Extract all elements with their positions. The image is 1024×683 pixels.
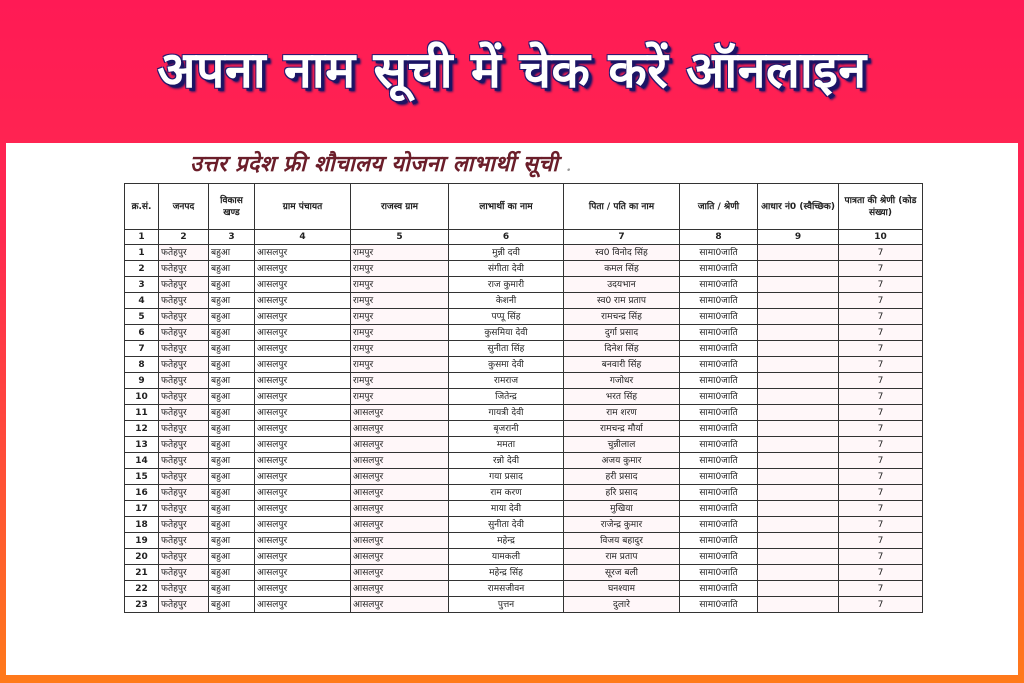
- document-title-suffix: .: [566, 159, 572, 175]
- table-cell: रामचन्द्र मौर्या: [564, 421, 680, 437]
- table-cell: 21: [125, 565, 159, 581]
- table-cell: 2: [125, 261, 159, 277]
- table-cell: बहुआ: [209, 517, 255, 533]
- table-cell: बहुआ: [209, 405, 255, 421]
- column-header: जनपद: [159, 184, 209, 230]
- table-cell: सामा0जाति: [680, 389, 758, 405]
- table-cell: फतेहपुर: [159, 549, 209, 565]
- table-cell: ममता: [449, 437, 564, 453]
- table-cell: फतेहपुर: [159, 341, 209, 357]
- table-cell: आसलपुर: [255, 533, 351, 549]
- table-row: [125, 277, 923, 293]
- table-cell: सूरज बली: [564, 565, 680, 581]
- table-cell: फतेहपुर: [159, 373, 209, 389]
- table-cell: दिनेश सिंह: [564, 341, 680, 357]
- table-cell: बहुआ: [209, 469, 255, 485]
- table-cell: आसलपुर: [255, 245, 351, 261]
- table-cell: [758, 373, 839, 389]
- table-cell: सामा0जाति: [680, 421, 758, 437]
- table-cell: बहुआ: [209, 325, 255, 341]
- table-cell: 13: [125, 437, 159, 453]
- table-cell: आसलपुर: [255, 277, 351, 293]
- table-cell: सामा0जाति: [680, 309, 758, 325]
- table-cell: विजय बहादुर: [564, 533, 680, 549]
- table-cell: सामा0जाति: [680, 581, 758, 597]
- banner: [0, 0, 1024, 142]
- table-row: [125, 469, 923, 485]
- table-cell: फतेहपुर: [159, 309, 209, 325]
- table-row: [125, 597, 923, 613]
- table-cell: अजय कुमार: [564, 453, 680, 469]
- table-cell: फतेहपुर: [159, 293, 209, 309]
- table-cell: [758, 469, 839, 485]
- table-row: [125, 485, 923, 501]
- table-row: [125, 437, 923, 453]
- table-cell: 4: [125, 293, 159, 309]
- table-cell: बहुआ: [209, 421, 255, 437]
- table-cell: फतेहपुर: [159, 517, 209, 533]
- table-cell: रामपुर: [351, 389, 449, 405]
- table-cell: आसलपुर: [255, 325, 351, 341]
- table-cell: 6: [125, 325, 159, 341]
- table-cell: आसलपुर: [351, 597, 449, 613]
- table-cell: आसलपुर: [255, 373, 351, 389]
- table-cell: [758, 261, 839, 277]
- column-header: आधार नं0 (स्वैच्छिक): [758, 184, 839, 230]
- table-cell: गायत्री देवी: [449, 405, 564, 421]
- table-cell: 7: [839, 485, 923, 501]
- table-cell: बहुआ: [209, 357, 255, 373]
- table-cell: आसलपुर: [255, 469, 351, 485]
- table-cell: सुनीता सिंह: [449, 341, 564, 357]
- table-cell: केशनी: [449, 293, 564, 309]
- table-cell: बहुआ: [209, 501, 255, 517]
- table-cell: रामपुर: [351, 357, 449, 373]
- table-cell: 20: [125, 549, 159, 565]
- table-cell: गजोधर: [564, 373, 680, 389]
- table-cell: सामा0जाति: [680, 469, 758, 485]
- table-cell: आसलपुर: [351, 565, 449, 581]
- table-cell: बहुआ: [209, 485, 255, 501]
- table-cell: आसलपुर: [351, 485, 449, 501]
- document-title: [190, 148, 571, 178]
- table-cell: बहुआ: [209, 565, 255, 581]
- table-cell: रामपुर: [351, 373, 449, 389]
- table-cell: बृजरानी: [449, 421, 564, 437]
- table-cell: घनश्याम: [564, 581, 680, 597]
- table-cell: सामा0जाति: [680, 373, 758, 389]
- table-cell: सुनीता देवी: [449, 517, 564, 533]
- table-cell: बहुआ: [209, 341, 255, 357]
- table-cell: 15: [125, 469, 159, 485]
- table-row: [125, 549, 923, 565]
- table-cell: महेन्द्र: [449, 533, 564, 549]
- table-body: [125, 245, 923, 613]
- table-cell: सामा0जाति: [680, 533, 758, 549]
- table-cell: 7: [839, 581, 923, 597]
- table-cell: रन्नो देवी: [449, 453, 564, 469]
- table-cell: मुखिया: [564, 501, 680, 517]
- table-cell: आसलपुर: [255, 405, 351, 421]
- table-cell: रामपुर: [351, 341, 449, 357]
- table-cell: फतेहपुर: [159, 581, 209, 597]
- table-cell: गया प्रसाद: [449, 469, 564, 485]
- column-header: जाति / श्रेणी: [680, 184, 758, 230]
- table-cell: 7: [839, 373, 923, 389]
- table-cell: 17: [125, 501, 159, 517]
- table-cell: आसलपुर: [255, 501, 351, 517]
- column-number: 3: [209, 230, 255, 245]
- table-cell: कमल सिंह: [564, 261, 680, 277]
- table-cell: राम प्रताप: [564, 549, 680, 565]
- table-cell: आसलपुर: [255, 341, 351, 357]
- table-cell: सामा0जाति: [680, 517, 758, 533]
- column-number: 6: [449, 230, 564, 245]
- table-cell: आसलपुर: [351, 517, 449, 533]
- table-cell: 12: [125, 421, 159, 437]
- table-cell: [758, 405, 839, 421]
- table-cell: भरत सिंह: [564, 389, 680, 405]
- table-cell: माया देवी: [449, 501, 564, 517]
- table-cell: आसलपुर: [255, 437, 351, 453]
- table-cell: [758, 325, 839, 341]
- table-cell: 7: [839, 261, 923, 277]
- table-cell: 7: [839, 453, 923, 469]
- table-cell: 7: [839, 533, 923, 549]
- table-row: [125, 293, 923, 309]
- table-cell: सामा0जाति: [680, 437, 758, 453]
- table-cell: स्व0 राम प्रताप: [564, 293, 680, 309]
- table-cell: रामपुर: [351, 277, 449, 293]
- table-cell: पप्पू सिंह: [449, 309, 564, 325]
- table-cell: बहुआ: [209, 581, 255, 597]
- table-cell: 18: [125, 517, 159, 533]
- table-cell: [758, 309, 839, 325]
- column-number: 1: [125, 230, 159, 245]
- table-cell: [758, 357, 839, 373]
- table-cell: 1: [125, 245, 159, 261]
- table-row: [125, 517, 923, 533]
- column-number: 7: [564, 230, 680, 245]
- table-cell: बहुआ: [209, 437, 255, 453]
- table-cell: रामचन्द्र सिंह: [564, 309, 680, 325]
- table-cell: 7: [839, 405, 923, 421]
- beneficiary-table: [124, 183, 923, 613]
- banner-title: अपना नाम सूची में चेक करें ऑनलाइन: [157, 41, 867, 99]
- table-cell: आसलपुर: [255, 261, 351, 277]
- column-number: 2: [159, 230, 209, 245]
- table-cell: [758, 517, 839, 533]
- table-cell: सामा0जाति: [680, 341, 758, 357]
- table-cell: सामा0जाति: [680, 453, 758, 469]
- table-cell: बहुआ: [209, 597, 255, 613]
- table-cell: रामपुर: [351, 293, 449, 309]
- column-number: 9: [758, 230, 839, 245]
- table-row: [125, 341, 923, 357]
- table-row: [125, 245, 923, 261]
- table-cell: सामा0जाति: [680, 597, 758, 613]
- table-cell: रामपुर: [351, 261, 449, 277]
- table-cell: आसलपुर: [255, 597, 351, 613]
- table-cell: [758, 421, 839, 437]
- table-cell: बहुआ: [209, 261, 255, 277]
- table-cell: रामपुर: [351, 245, 449, 261]
- table-cell: फतेहपुर: [159, 405, 209, 421]
- table-cell: 23: [125, 597, 159, 613]
- table-cell: सामा0जाति: [680, 357, 758, 373]
- table-cell: 7: [839, 277, 923, 293]
- column-header: राजस्व ग्राम: [351, 184, 449, 230]
- table-cell: बनवारी सिंह: [564, 357, 680, 373]
- table-cell: सामा0जाति: [680, 245, 758, 261]
- table-cell: सामा0जाति: [680, 261, 758, 277]
- table-cell: [758, 485, 839, 501]
- table-cell: राजेन्द्र कुमार: [564, 517, 680, 533]
- column-header: पात्रता की श्रेणी (कोड संख्या): [839, 184, 923, 230]
- table-cell: फतेहपुर: [159, 325, 209, 341]
- table-cell: [758, 581, 839, 597]
- table-cell: 7: [839, 501, 923, 517]
- table-cell: आसलपुर: [351, 437, 449, 453]
- table-cell: सामा0जाति: [680, 405, 758, 421]
- table-row: [125, 309, 923, 325]
- table-cell: 7: [839, 469, 923, 485]
- table-cell: आसलपुर: [351, 421, 449, 437]
- table-cell: फतेहपुर: [159, 437, 209, 453]
- table-cell: संगीता देवी: [449, 261, 564, 277]
- table-row: [125, 373, 923, 389]
- table-cell: कुसमा देवी: [449, 357, 564, 373]
- table-cell: आसलपुर: [255, 453, 351, 469]
- table-row: [125, 581, 923, 597]
- table-row: [125, 565, 923, 581]
- table-cell: हरि प्रसाद: [564, 485, 680, 501]
- table-cell: फतेहपुर: [159, 357, 209, 373]
- table-cell: आसलपुर: [255, 565, 351, 581]
- table-cell: 19: [125, 533, 159, 549]
- table-cell: रामपुर: [351, 325, 449, 341]
- table-cell: सामा0जाति: [680, 549, 758, 565]
- table-cell: फतेहपुर: [159, 421, 209, 437]
- table-cell: फतेहपुर: [159, 501, 209, 517]
- table-cell: महेन्द्र सिंह: [449, 565, 564, 581]
- table-cell: फतेहपुर: [159, 485, 209, 501]
- table-cell: फतेहपुर: [159, 469, 209, 485]
- table-cell: रामसजीवन: [449, 581, 564, 597]
- table-cell: [758, 533, 839, 549]
- table-cell: उदयभान: [564, 277, 680, 293]
- table-cell: आसलपुर: [351, 405, 449, 421]
- table-cell: [758, 245, 839, 261]
- table-cell: [758, 293, 839, 309]
- table-cell: 7: [839, 549, 923, 565]
- table-cell: [758, 389, 839, 405]
- table-cell: जितेन्द्र: [449, 389, 564, 405]
- table-cell: 5: [125, 309, 159, 325]
- table-cell: बहुआ: [209, 277, 255, 293]
- table-cell: सामा0जाति: [680, 293, 758, 309]
- column-number: 8: [680, 230, 758, 245]
- table-row: [125, 453, 923, 469]
- table-cell: बहुआ: [209, 533, 255, 549]
- table-row: [125, 405, 923, 421]
- column-header: विकास खण्ड: [209, 184, 255, 230]
- table-cell: 7: [839, 597, 923, 613]
- table-cell: फतेहपुर: [159, 597, 209, 613]
- table-cell: 16: [125, 485, 159, 501]
- table-cell: [758, 453, 839, 469]
- table-cell: 7: [839, 341, 923, 357]
- table-cell: [758, 437, 839, 453]
- column-header: ग्राम पंचायत: [255, 184, 351, 230]
- column-number: 5: [351, 230, 449, 245]
- table-cell: 14: [125, 453, 159, 469]
- table-cell: राम शरण: [564, 405, 680, 421]
- table-cell: बहुआ: [209, 293, 255, 309]
- table-cell: [758, 341, 839, 357]
- table-cell: 9: [125, 373, 159, 389]
- table-cell: 7: [839, 389, 923, 405]
- header-row: [125, 184, 923, 230]
- table-cell: दुलारे: [564, 597, 680, 613]
- table-cell: बहुआ: [209, 373, 255, 389]
- table-cell: बहुआ: [209, 549, 255, 565]
- table-row: [125, 325, 923, 341]
- table-cell: बहुआ: [209, 309, 255, 325]
- table-cell: आसलपुर: [255, 549, 351, 565]
- table-cell: 3: [125, 277, 159, 293]
- table-cell: रामराज: [449, 373, 564, 389]
- table-cell: आसलपुर: [351, 549, 449, 565]
- table-cell: यामकली: [449, 549, 564, 565]
- column-header: पिता / पति का नाम: [564, 184, 680, 230]
- table-cell: आसलपुर: [255, 421, 351, 437]
- table-cell: बहुआ: [209, 453, 255, 469]
- table-cell: आसलपुर: [351, 581, 449, 597]
- table-cell: स्व0 विनोद सिंह: [564, 245, 680, 261]
- table-cell: 11: [125, 405, 159, 421]
- table-cell: कुसमिया देवी: [449, 325, 564, 341]
- table-cell: सामा0जाति: [680, 485, 758, 501]
- table-cell: 7: [839, 421, 923, 437]
- table-cell: आसलपुर: [255, 293, 351, 309]
- table-cell: बहुआ: [209, 245, 255, 261]
- document-title-text: उत्तर प्रदेश फ्री शौचालय योजना लाभार्थी सूची: [190, 151, 559, 177]
- table-cell: आसलपुर: [255, 517, 351, 533]
- table-cell: 7: [839, 565, 923, 581]
- column-header: लाभार्थी का नाम: [449, 184, 564, 230]
- table-row: [125, 421, 923, 437]
- table-cell: आसलपुर: [351, 469, 449, 485]
- table-cell: फतेहपुर: [159, 245, 209, 261]
- table-cell: बहुआ: [209, 389, 255, 405]
- table-cell: आसलपुर: [351, 533, 449, 549]
- table-cell: हरी प्रसाद: [564, 469, 680, 485]
- table-row: [125, 389, 923, 405]
- table-cell: दुर्गा प्रसाद: [564, 325, 680, 341]
- table-cell: आसलपुर: [351, 453, 449, 469]
- table-cell: पुत्तन: [449, 597, 564, 613]
- table-cell: चुन्नीलाल: [564, 437, 680, 453]
- table-cell: आसलपुर: [255, 485, 351, 501]
- column-header: क्र.सं.: [125, 184, 159, 230]
- table-cell: रामपुर: [351, 309, 449, 325]
- table-cell: 7: [125, 341, 159, 357]
- table-cell: फतेहपुर: [159, 565, 209, 581]
- table-cell: आसलपुर: [255, 581, 351, 597]
- table-cell: आसलपुर: [255, 309, 351, 325]
- table-cell: सामा0जाति: [680, 325, 758, 341]
- table-cell: 22: [125, 581, 159, 597]
- table-cell: मुन्नी दवी: [449, 245, 564, 261]
- table-row: [125, 261, 923, 277]
- table-cell: सामा0जाति: [680, 501, 758, 517]
- table-row: [125, 533, 923, 549]
- table-cell: फतेहपुर: [159, 261, 209, 277]
- table-cell: 7: [839, 357, 923, 373]
- table-cell: 7: [839, 437, 923, 453]
- table-cell: सामा0जाति: [680, 277, 758, 293]
- table-cell: फतेहपुर: [159, 453, 209, 469]
- column-number-row: [125, 230, 923, 245]
- table-cell: 7: [839, 245, 923, 261]
- table-cell: आसलपुर: [255, 389, 351, 405]
- table-cell: 7: [839, 293, 923, 309]
- table-cell: 10: [125, 389, 159, 405]
- column-number: 4: [255, 230, 351, 245]
- table-cell: आसलपुर: [255, 357, 351, 373]
- table-cell: राम करण: [449, 485, 564, 501]
- table-row: [125, 501, 923, 517]
- table-cell: 7: [839, 517, 923, 533]
- table-cell: [758, 597, 839, 613]
- table-cell: सामा0जाति: [680, 565, 758, 581]
- table-cell: फतेहपुर: [159, 389, 209, 405]
- table-cell: 8: [125, 357, 159, 373]
- table-cell: [758, 549, 839, 565]
- table-cell: [758, 501, 839, 517]
- table-cell: [758, 277, 839, 293]
- column-number: 10: [839, 230, 923, 245]
- table-cell: फतेहपुर: [159, 533, 209, 549]
- table-cell: फतेहपुर: [159, 277, 209, 293]
- table-cell: राज कुमारी: [449, 277, 564, 293]
- table-cell: [758, 565, 839, 581]
- table-cell: 7: [839, 325, 923, 341]
- table-cell: आसलपुर: [351, 501, 449, 517]
- table-cell: 7: [839, 309, 923, 325]
- table-row: [125, 357, 923, 373]
